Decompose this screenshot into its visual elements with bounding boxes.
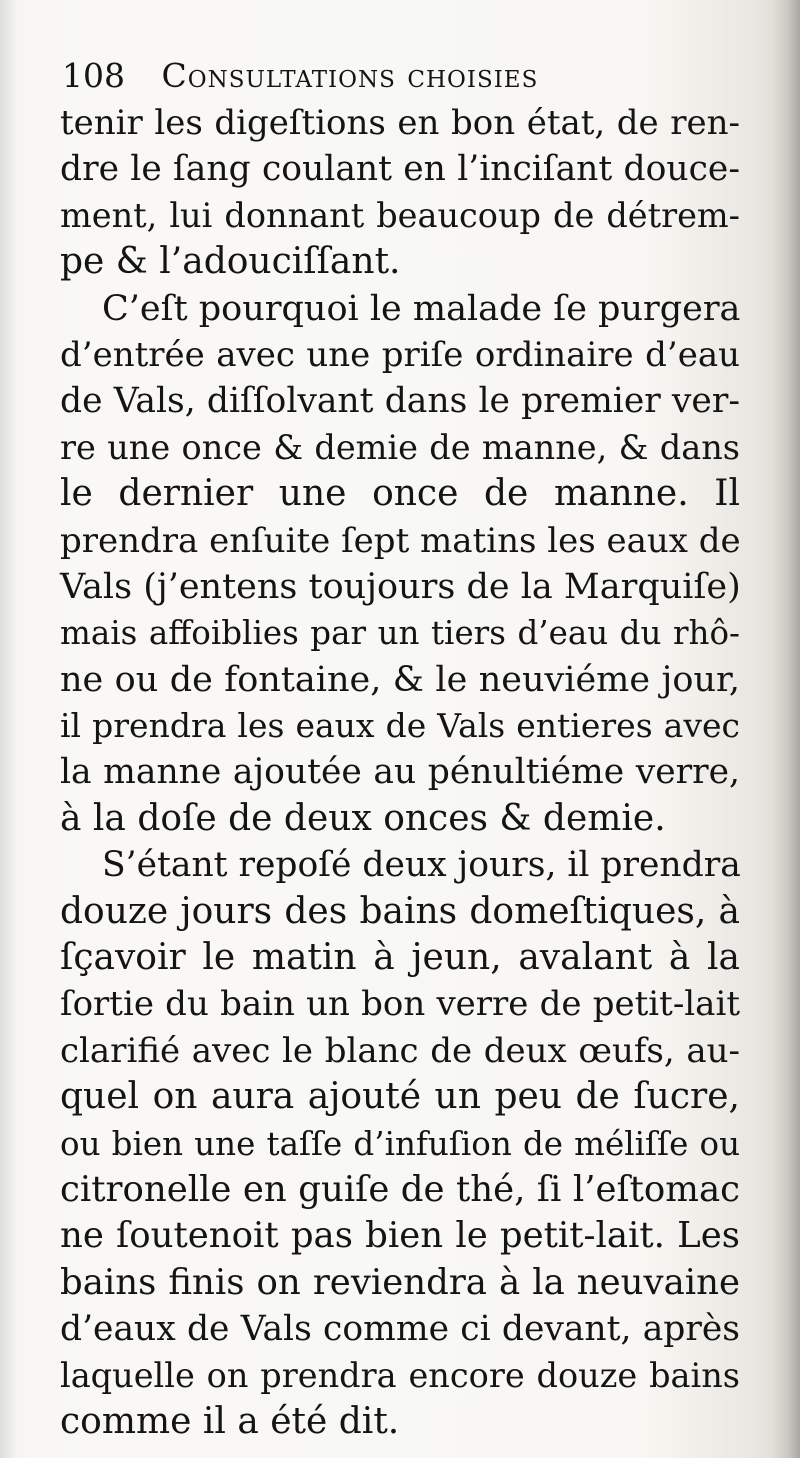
text-line: à la doſe de deux onces & demie. <box>60 797 666 839</box>
running-header <box>62 52 662 100</box>
text-line: ou bien une taſſe d’infuſion de méliſſe ou <box>60 1124 740 1163</box>
text-line: d’eaux de Vals comme ci devant, après <box>60 1309 740 1350</box>
text-line: ment, lui donnant beaucoup de détrem- <box>60 195 740 235</box>
text-line: quel on aura ajouté un peu de ſucre, <box>60 1076 740 1118</box>
text-line: comme il a été dit. <box>60 1400 400 1442</box>
text-line: bains finis on reviendra à la neuvaine <box>60 1261 740 1303</box>
page-edge-shadow <box>772 0 800 1458</box>
running-title: Consultations choisies <box>161 56 539 95</box>
text-line: le dernier une once de manne. Il <box>60 473 740 515</box>
text-line: citronelle en guiſe de thé, ſi l’eſtomac <box>60 1168 740 1210</box>
text-line: ne ou de fontaine, & le neuviéme jour, <box>60 659 740 700</box>
text-line: il prendra les eaux de Vals entieres avec <box>60 706 740 746</box>
text-line: clarifié avec le blanc de deux œufs, au- <box>60 1030 740 1071</box>
page-number: 108 <box>62 56 125 95</box>
text-line: S’étant repoſé deux jours, il prendra <box>102 845 741 886</box>
text-line: laquelle on prendra encore douze bains <box>60 1355 740 1395</box>
text-line: dre le ſang coulant en l’inciſant douce- <box>60 149 740 190</box>
page-gutter-shadow <box>0 0 18 1458</box>
text-line: la manne ajoutée au pénultiéme verre, <box>60 752 740 793</box>
text-line: mais affoiblies par un tiers d’eau du rhô- <box>60 614 740 653</box>
text-line: ſortie du bain un bon verre de petit-lait <box>60 984 740 1025</box>
text-line: douze jours des bains domeſtiques, à <box>60 890 740 932</box>
text-line: de Vals, diſſolvant dans le premier ver- <box>60 381 740 422</box>
text-line: re une once & demie de manne, & dans <box>60 427 740 467</box>
text-line: tenir les digeſtions en bon état, de ren- <box>60 103 740 143</box>
text-line: ne ſoutenoit pas bien le petit-lait. Les <box>60 1215 740 1257</box>
text-line: Vals (j’entens toujours de la Marquiſe) <box>60 566 741 607</box>
text-line: ſçavoir le matin à jeun, avalant à la <box>60 937 740 979</box>
body-text <box>60 100 740 1445</box>
text-line: C’eſt pourquoi le malade ſe purgera <box>102 288 741 329</box>
text-line: prendra enſuite ſept matins les eaux de <box>60 520 741 561</box>
text-line: d’entrée avec une priſe ordinaire d’eau <box>60 334 740 375</box>
text-line: pe & l’adouciſſant. <box>60 241 401 283</box>
